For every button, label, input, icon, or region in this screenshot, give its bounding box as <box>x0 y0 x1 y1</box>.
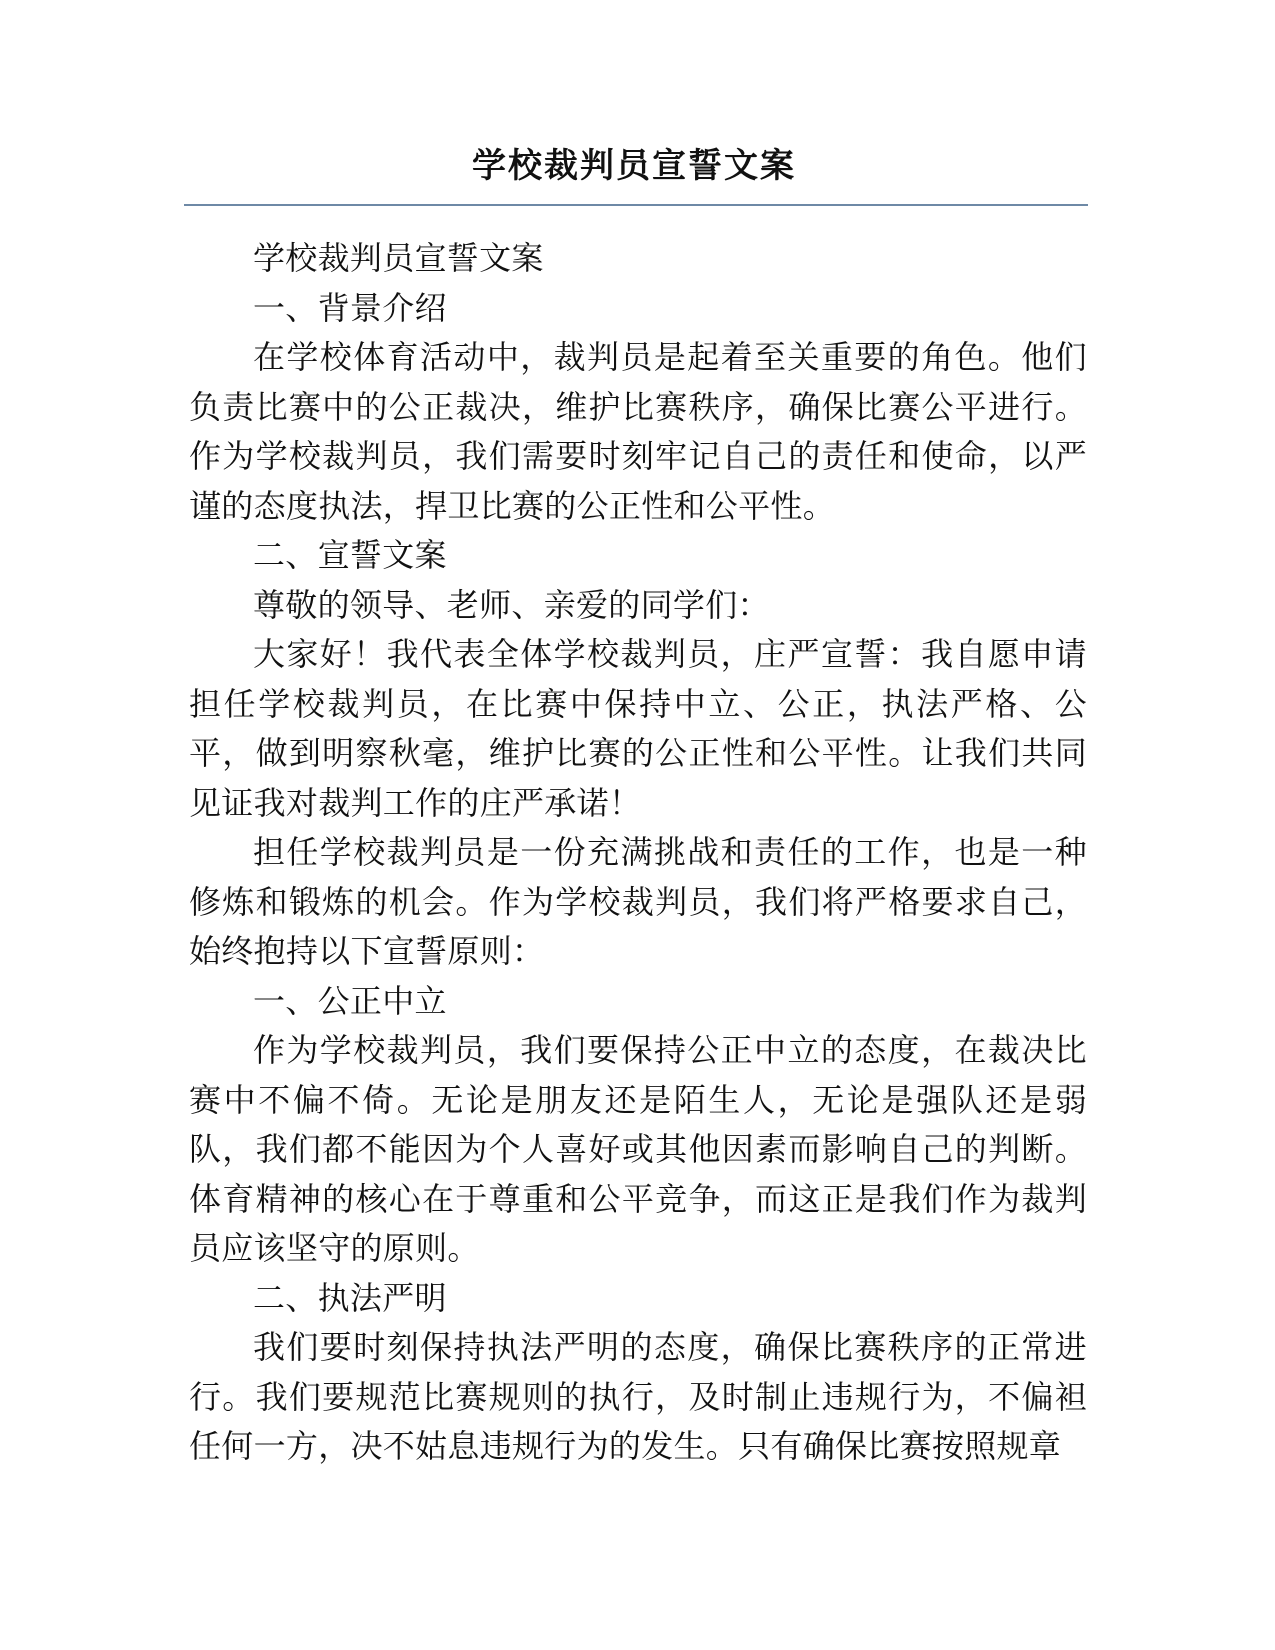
paragraph-principles-intro: 担任学校裁判员是一份充满挑战和责任的工作，也是一种修炼和锻炼的机会。作为学校裁判员，我们将严格要求自己，始终抱持以下宣誓原则： <box>189 833 1087 970</box>
heading-strict-enforcement: 二、执法严明 <box>253 1278 447 1317</box>
paragraph-background: 在学校体育活动中，裁判员是起着至关重要的角色。他们负责比赛中的公正裁决，维护比赛秩序，确保比赛公平进行。作为学校裁判员，我们需要时刻牢记自己的责任和使命，以严谨的态度执法，捍卫比赛的公正性和公平性。 <box>189 338 1087 525</box>
heading-background: 一、背景介绍 <box>253 288 447 327</box>
paragraph-impartiality: 作为学校裁判员，我们要保持公正中立的态度，在裁决比赛中不偏不倚。无论是朋友还是陌生人，无论是强队还是弱队，我们都不能因为个人喜好或其他因素而影响自己的判断。体育精神的核心在于尊重和公平竞争，而这正是我们作为裁判员应该坚守的原则。 <box>189 1031 1087 1267</box>
paragraph-salutation: 尊敬的领导、老师、亲爱的同学们： <box>253 585 770 624</box>
document-title: 学校裁判员宣誓文案 <box>472 146 796 186</box>
heading-oath-text: 二、宣誓文案 <box>253 536 447 574</box>
paragraph-oath: 大家好！我代表全体学校裁判员，庄严宣誓：我自愿申请担任学校裁判员，在比赛中保持中立、公正，执法严格、公平，做到明察秋毫，维护比赛的公正性和公平性。让我们共同见证我对裁判工作的庄严承诺！ <box>189 635 1087 822</box>
paragraph-strict-enforcement: 我们要时刻保持执法严明的态度，确保比赛秩序的正常进行。我们要规范比赛规则的执行，及时制止违规行为，不偏袒任何一方，决不姑息违规行为的发生。只有确保比赛按照规章 <box>189 1328 1087 1465</box>
paragraph-subtitle: 学校裁判员宣誓文案 <box>253 239 544 277</box>
document-body <box>189 234 1087 1472</box>
heading-impartiality: 一、公正中立 <box>253 981 447 1020</box>
title-divider <box>184 204 1088 206</box>
